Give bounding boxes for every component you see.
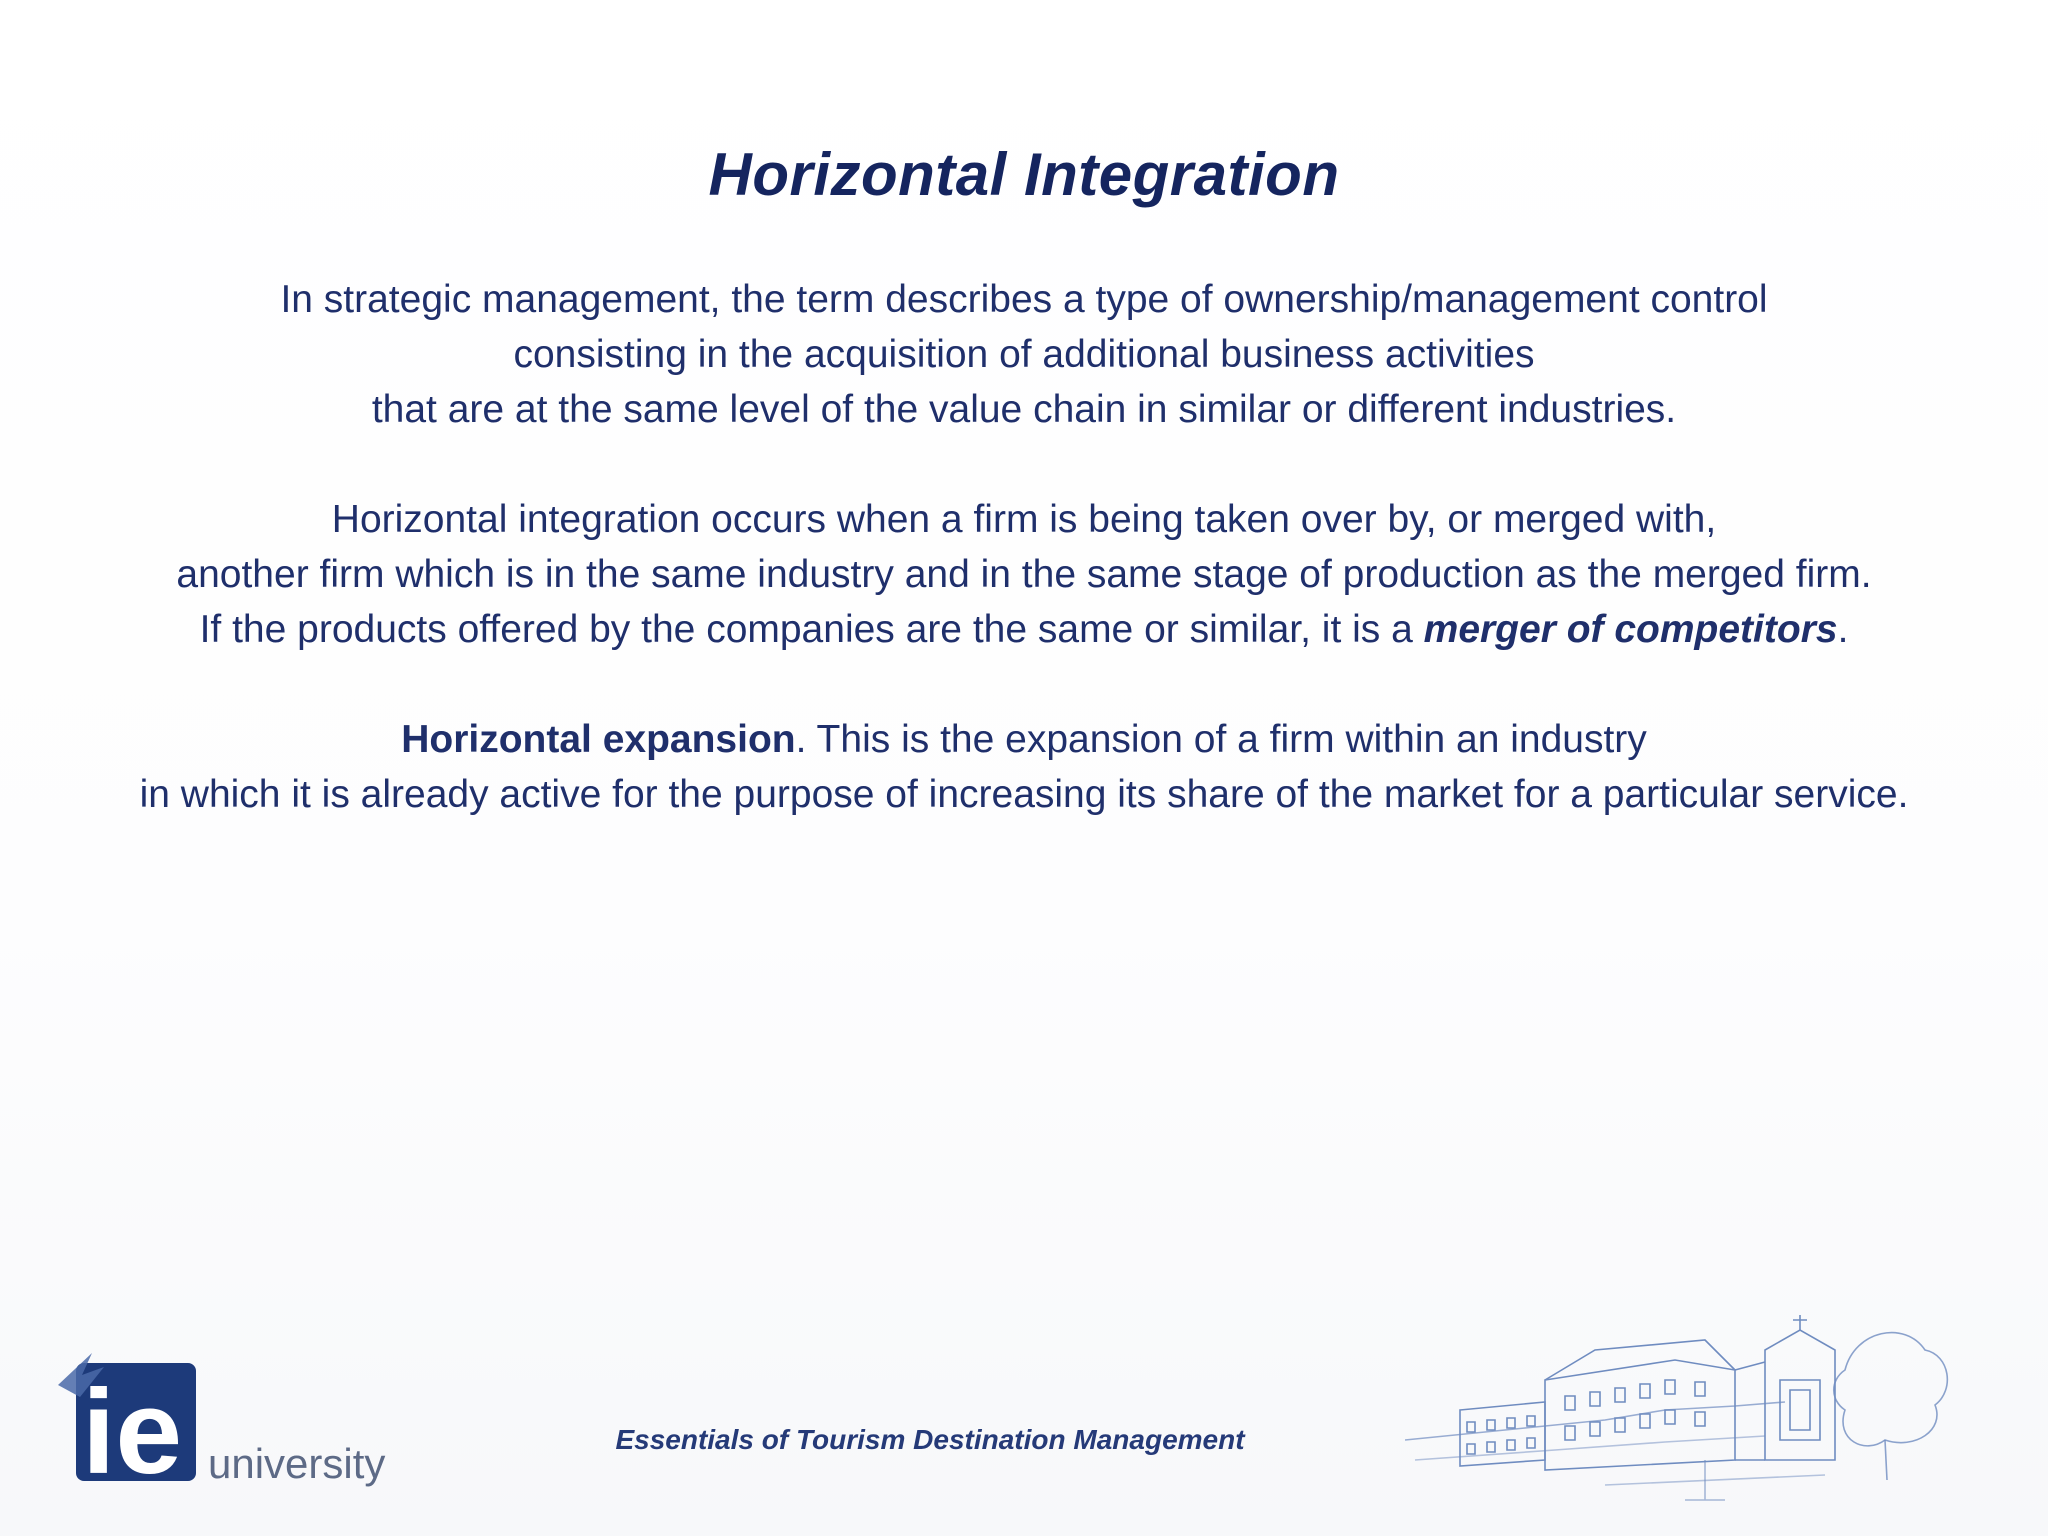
footer-course-title: Essentials of Tourism Destination Management (615, 1424, 1245, 1455)
text-line: another firm which is in the same industry and in the same stage of production as the merged firm. (176, 553, 1872, 596)
text-line: in which it is already active for the purpose of increasing its share of the market for a particular service. (139, 773, 1909, 816)
text-segment: . (1837, 608, 1849, 651)
text-line: consisting in the acquisition of additional business activities (513, 333, 1535, 376)
emphasis-merger-of-competitors: merger of competitors (1423, 608, 1838, 651)
text-line (40, 712, 2008, 767)
expansion-paragraph (40, 712, 2008, 822)
building-sketch-illustration (1405, 1310, 2005, 1520)
definition-paragraph (40, 272, 2008, 437)
text-line (40, 602, 2008, 657)
text-line: In strategic management, the term describes a type of ownership/management control (280, 278, 1768, 321)
logo-mark: ie (82, 1365, 183, 1495)
occurrence-paragraph (40, 492, 2008, 657)
logo-wordmark: university (208, 1440, 386, 1487)
text-line: that are at the same level of the value chain in similar or different industries. (371, 388, 1677, 431)
text-segment: . This is the expansion of a firm within an industry (795, 718, 1647, 761)
text-line: Horizontal integration occurs when a firm is being taken over by, or merged with, (331, 498, 1717, 541)
text-segment: If the products offered by the companies are the same or similar, it is a (199, 608, 1424, 651)
slide-body (40, 272, 2008, 822)
slide-title: Horizontal Integration (708, 141, 1340, 208)
ie-university-logo (52, 1345, 402, 1495)
emphasis-horizontal-expansion: Horizontal expansion (401, 718, 796, 761)
